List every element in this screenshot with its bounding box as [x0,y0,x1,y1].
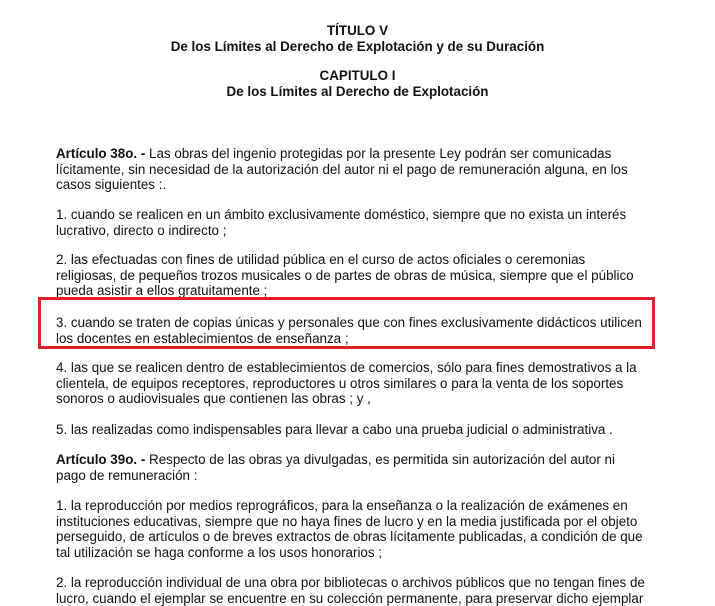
item-line: 2. la reproducción individual de una obra por bibliotecas o archivos públicos que no tengan fines de [56,575,645,590]
item-line: lucrativo, directo o indirecto ; [56,222,227,238]
item-line: 4. las que se realicen dentro de establecimientos de comercios, sólo para fines demostrativos a la [56,360,637,375]
highlight-box [38,297,655,349]
article-38-line: lícitamente, sin necesidad de la autorización del autor ni el pago de remuneración alguna, en los [56,161,628,177]
item-line: 3. cuando se traten de copias únicas y personales que con fines exclusivamente didácticos utilicen [56,315,642,330]
item-line: clientela, de equipos receptores, reproductores u otros similares o para la venta de los soportes [56,375,624,391]
article-38-intro [56,146,656,193]
item-line: los docentes en establecimientos de enseñanza ; [56,330,349,346]
article-38-item-1 [56,207,656,238]
article-39-line: Respecto de las obras ya divulgadas, es permitida sin autorización del autor ni [145,452,615,467]
article-38-line: Las obras del ingenio protegidas por la presente Ley podrán ser comunicadas [145,146,612,161]
item-line: lucro, cuando el ejemplar se encuentre en su colección permanente, para preservar dicho ejemplar [56,590,644,606]
item-line: 5. las realizadas como indispensables para llevar a cabo una prueba judicial o administrativa . [56,422,613,437]
item-line: instituciones educativas, siempre que no haya fines de lucro y en la media justificada por el objeto [56,513,638,529]
item-line: tal utilización se haga conforme a los usos honorarios ; [56,544,383,560]
article-39-item-1 [56,498,656,560]
titulo-number: TÍTULO V [327,23,388,38]
article-39-intro [56,452,656,483]
titulo-heading [0,23,715,54]
capitulo-heading [0,68,715,99]
item-line: 2. las efectuadas con fines de utilidad pública en el curso de actos oficiales o ceremonias [56,252,586,267]
item-line: sonoros o audiovisuales que contienen las obras ; y , [56,391,371,407]
item-line: pueda asistir a ellos gratuitamente ; [56,283,268,299]
capitulo-number: CAPITULO I [319,68,396,83]
item-line: 1. cuando se realicen en un ámbito exclusivamente doméstico, siempre que no exista un interés [56,207,627,222]
article-38-item-5 [56,422,656,438]
article-38-item-2 [56,252,656,299]
article-38-label: Artículo 38o. - [56,146,146,161]
capitulo-title: De los Límites al Derecho de Explotación [226,83,489,99]
article-39-line: pago de remuneración : [56,467,198,483]
article-38-line: casos siguientes :. [56,177,167,193]
article-39-item-2 [56,575,656,606]
item-line: perseguido, de artículos o de breves extractos de obras lícitamente publicadas, a condición de que [56,529,643,545]
article-38-item-4 [56,360,656,407]
titulo-title: De los Límites al Derecho de Explotación y de su Duración [170,38,545,54]
item-line: 1. la reproducción por medios reprográficos, para la enseñanza o la realización de exámenes en [56,498,628,513]
article-39-label: Artículo 39o. - [56,452,146,467]
item-line: religiosas, de pequeños trozos musicales o de partes de obras de música, siempre que el público [56,267,634,283]
